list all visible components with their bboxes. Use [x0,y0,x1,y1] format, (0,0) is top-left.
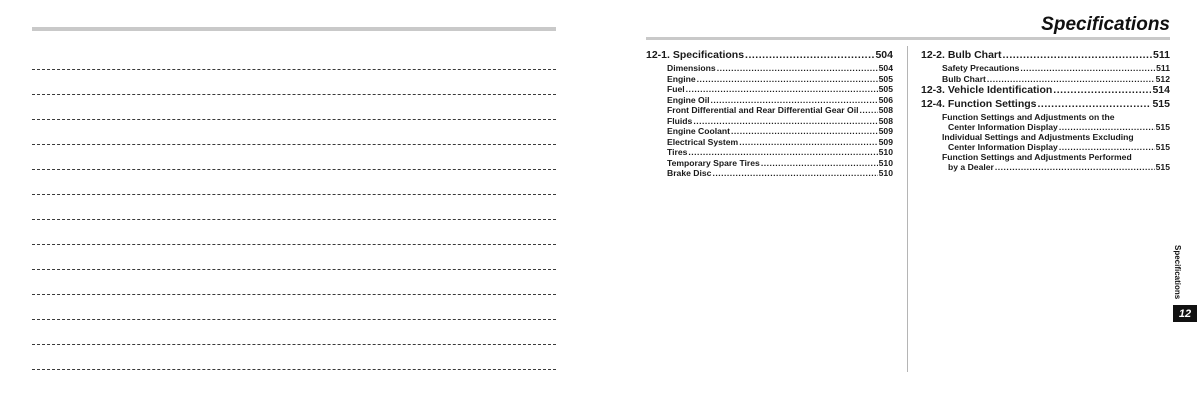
toc-section-12-4[interactable]: 12-4. Function Settings ..... 515 [921,98,1170,111]
note-line [32,244,556,245]
column-divider [907,46,908,372]
toc-section-12-1[interactable]: 12-1. Specifications ..... 504 [646,49,893,62]
page-title: Specifications [1041,14,1170,35]
toc-item-gear-oil[interactable]: Front Differential and Rear Differential Gear Oil ..... 508 [646,105,893,116]
note-line [32,369,556,370]
toc-item-spare-tires[interactable]: Temporary Spare Tires ..... 510 [646,158,893,169]
toc-item-engine-oil[interactable]: Engine Oil ..... 506 [646,95,893,106]
header-rule [646,37,1170,40]
toc-section-12-3[interactable]: 12-3. Vehicle Identification ..... 514 [921,84,1170,97]
note-line [32,294,556,295]
toc-item-safety-precautions[interactable]: Safety Precautions ..... 511 [921,63,1170,74]
toc-item-line: Individual Settings and Adjustments Excluding [942,132,1134,142]
toc-item-engine-coolant[interactable]: Engine Coolant ..... 509 [646,126,893,137]
chapter-tab[interactable]: 12 [1173,305,1197,322]
notes-page [32,27,556,387]
contents-page [646,0,1200,402]
note-line [32,94,556,95]
toc-item-engine[interactable]: Engine ..... 505 [646,74,893,85]
note-line [32,119,556,120]
toc-column-right [921,49,1170,172]
chapter-side-label: Specifications [1173,245,1182,300]
toc-section-12-2[interactable]: 12-2. Bulb Chart ..... 511 [921,49,1170,62]
note-line [32,319,556,320]
notes-top-rule [32,27,556,31]
toc-item-line: Function Settings and Adjustments Performed [942,152,1132,162]
toc-item-electrical-system[interactable]: Electrical System ..... 509 [646,137,893,148]
note-line [32,69,556,70]
note-line [32,219,556,220]
note-line [32,144,556,145]
toc-item-individual-settings[interactable]: Individual Settings and Adjustments Excluding Center Information Display ..... 515 [921,132,1170,152]
toc-item-bulb-chart[interactable]: Bulb Chart ..... 512 [921,74,1170,85]
note-line [32,344,556,345]
toc-item-brake-disc[interactable]: Brake Disc ..... 510 [646,168,893,179]
toc-item-fluids[interactable]: Fluids ..... 508 [646,116,893,127]
toc-item-fuel[interactable]: Fuel ..... 505 [646,84,893,95]
toc-column-left [646,49,893,179]
toc-item-dimensions[interactable]: Dimensions ..... 504 [646,63,893,74]
note-line [32,169,556,170]
toc-item-tires[interactable]: Tires ..... 510 [646,147,893,158]
note-line [32,194,556,195]
note-line [32,269,556,270]
toc-item-line: Function Settings and Adjustments on the [942,112,1115,122]
toc-item-function-settings-cid[interactable]: Function Settings and Adjustments on the Center Information Display ..... 515 [921,112,1170,132]
toc-item-dealer-settings[interactable]: Function Settings and Adjustments Performed by a Dealer ..... 515 [921,152,1170,172]
